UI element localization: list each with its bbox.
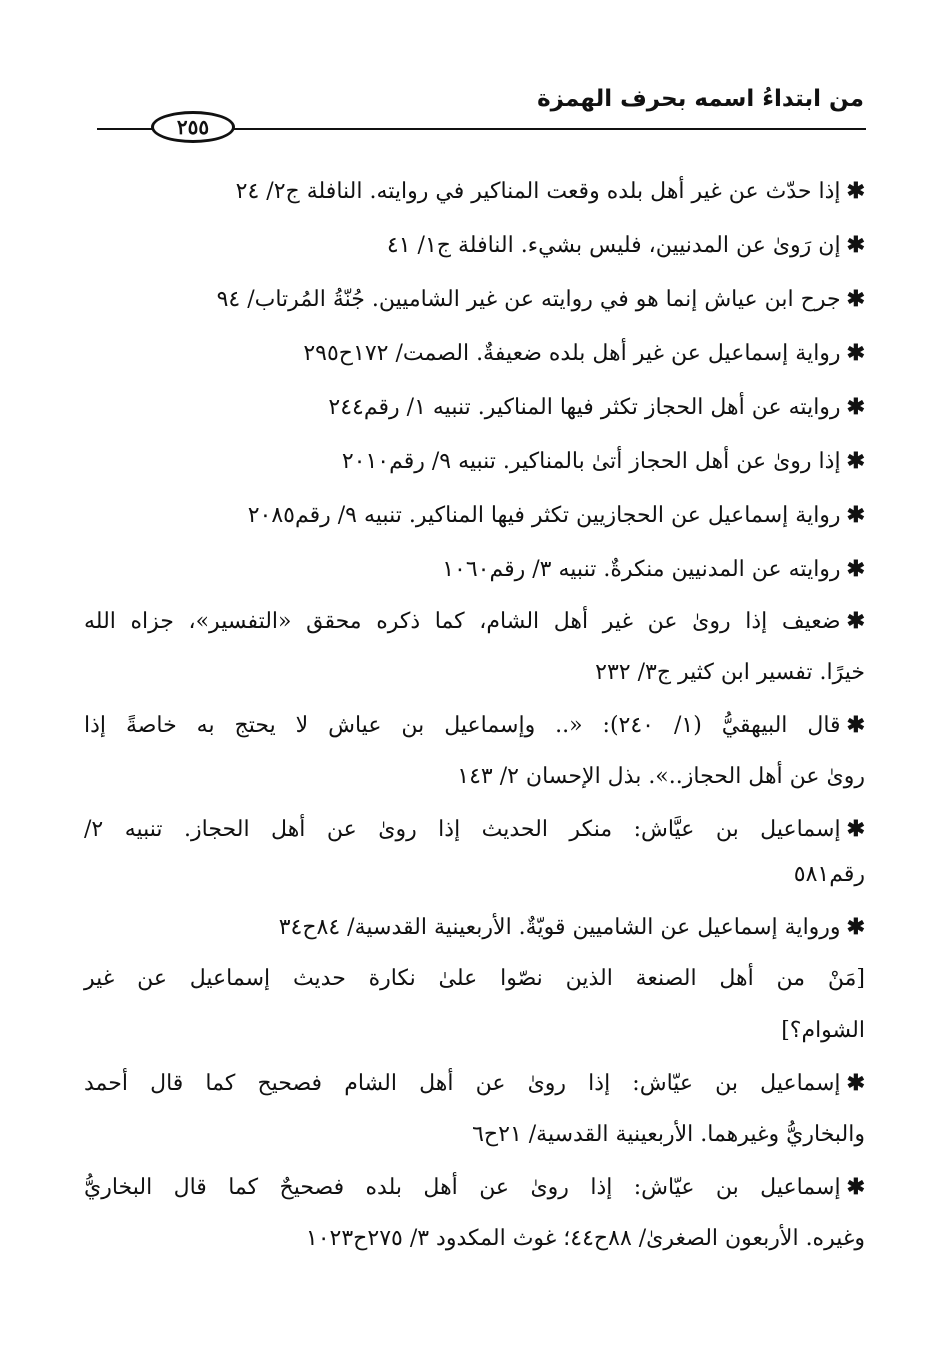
entry-line-17: الشوام؟]	[781, 1018, 865, 1043]
entry-line-10: خيرًا. تفسير ابن كثير ج٣/ ٢٣٢	[595, 660, 865, 685]
bullet-star-icon: ✱	[846, 232, 865, 258]
bullet-star-icon: ✱	[846, 340, 865, 366]
entry-line-12: روىٰ عن أهل الحجاز..». بذل الإحسان ٢/ ١٤٣	[457, 764, 865, 789]
entry-line-3: ✱جرح ابن عياش إنما هو في روايته عن غير الشاميين. جُنّةُ المُرتاب/ ٩٤	[216, 286, 865, 312]
page-header-title: من ابتداءُ اسمه بحرف الهمزة	[537, 86, 864, 112]
entry-line-8: ✱روايته عن المدنيين منكرةٌ. تنبيه ٣/ رقم١٠٦٠	[442, 556, 865, 582]
entry-line-5: ✱روايته عن أهل الحجاز تكثر فيها المناكير. تنبيه ١/ رقم٢٤٤	[328, 394, 865, 420]
bullet-star-icon: ✱	[846, 502, 865, 528]
entry-line-19: والبخاريُّ وغيرهما. الأربعينية القدسية/ ٢١ح٦	[472, 1122, 865, 1147]
bullet-star-icon: ✱	[846, 178, 865, 204]
bullet-star-icon: ✱	[846, 608, 865, 634]
bullet-star-icon: ✱	[846, 556, 865, 582]
entry-line-13: ✱إسماعيل بن عيَّاش: منكر الحديث إذا روىٰ عن أهل الحجاز. تنبيه ٢/	[84, 816, 865, 842]
entry-line-2: ✱إن رَوىٰ عن المدنيين، فليس بشيء. النافلة ج١/ ٤١	[386, 232, 865, 258]
page-number: ٢٥٥	[151, 111, 235, 143]
bullet-star-icon: ✱	[846, 286, 865, 312]
entry-line-11: ✱قال البيهقيُّ (١/ ٢٤٠): «.. وإسماعيل بن عياش لا يحتج به خاصةً إذا	[84, 712, 865, 738]
bullet-star-icon: ✱	[846, 816, 865, 842]
entry-line-18: ✱إسماعيل بن عيّاش: إذا روىٰ عن أهل الشام فصحيح كما قال أحمد	[84, 1070, 865, 1096]
entry-line-7: ✱رواية إسماعيل عن الحجازيين تكثر فيها المناكير. تنبيه ٩/ رقم٢٠٨٥	[247, 502, 865, 528]
entry-line-9: ✱ضعيف إذا روىٰ عن غير أهل الشام، كما ذكره محقق «التفسير»، جزاه الله	[84, 608, 865, 634]
entry-line-14: رقم٥٨١	[793, 862, 865, 887]
entry-line-21: وغيره. الأربعون الصغرىٰ/ ٨٨ح٤٤؛ غوث المكدود ٣/ ٢٧٥ح١٠٢٣	[305, 1226, 865, 1251]
bullet-star-icon: ✱	[846, 448, 865, 474]
bullet-star-icon: ✱	[846, 1070, 865, 1096]
entry-line-20: ✱إسماعيل بن عيّاش: إذا روىٰ عن أهل بلده فصحيحٌ كما قال البخاريُّ	[84, 1174, 865, 1200]
entry-line-1: ✱إذا حدّث عن غير أهل بلده وقعت المناكير في روايته. النافلة ج٢/ ٢٤	[235, 178, 865, 204]
entry-line-6: ✱إذا روىٰ عن أهل الحجاز أتىٰ بالمناكير. تنبيه ٩/ رقم٢٠١٠	[341, 448, 865, 474]
entry-line-4: ✱رواية إسماعيل عن غير أهل بلده ضعيفةٌ. الصمت/ ١٧٢ح٢٩٥	[303, 340, 865, 366]
entry-line-15: ✱ورواية إسماعيل عن الشاميين قويّةٌ. الأربعينية القدسية/ ٨٤ح٣٤	[278, 914, 865, 940]
bullet-star-icon: ✱	[846, 914, 865, 940]
entry-line-16: [مَنْ من أهل الصنعة الذين نصّوا علىٰ نكارة حديث إسماعيل عن غير	[84, 966, 865, 991]
bullet-star-icon: ✱	[846, 394, 865, 420]
bullet-star-icon: ✱	[846, 1174, 865, 1200]
bullet-star-icon: ✱	[846, 712, 865, 738]
